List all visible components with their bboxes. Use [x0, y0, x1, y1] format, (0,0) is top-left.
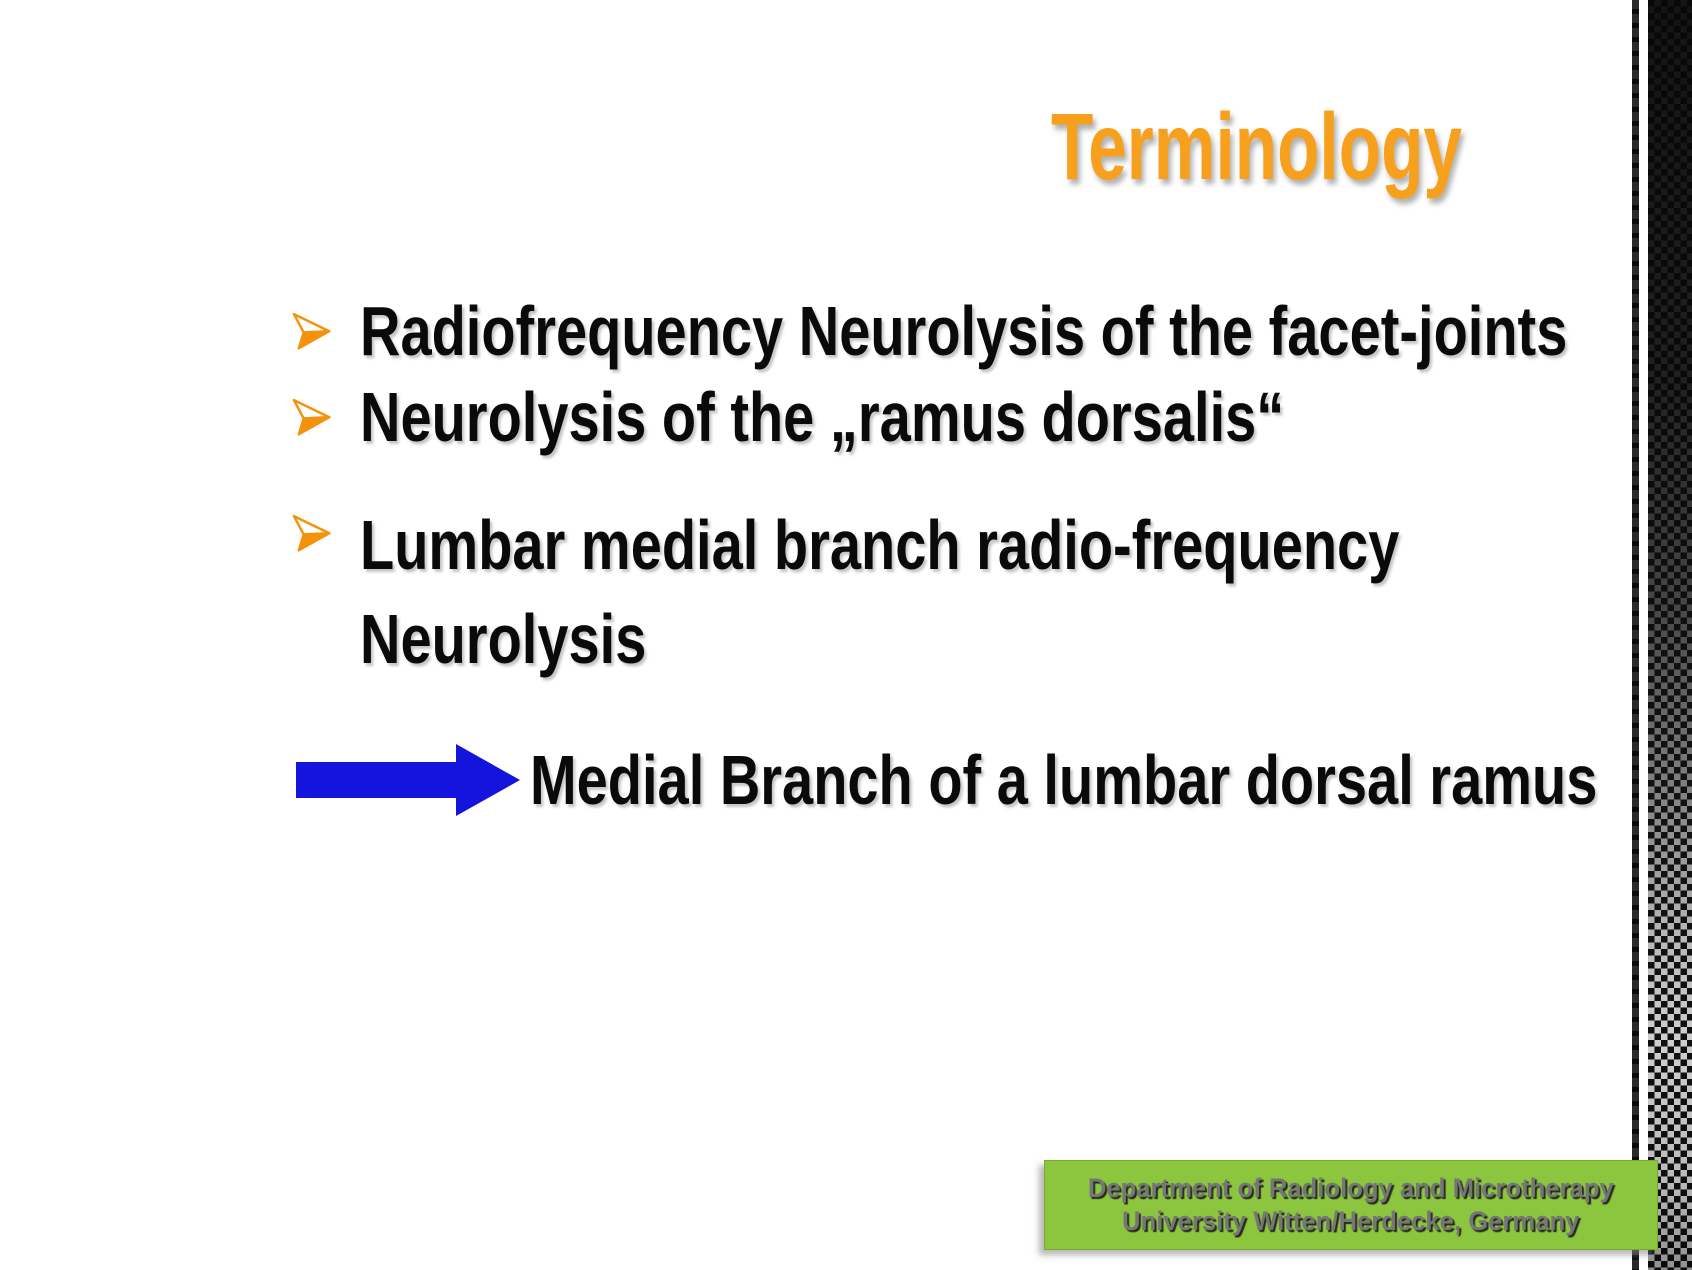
- footer-credit-box: [1044, 1160, 1658, 1250]
- bullet-text-3-line-2: Neurolysis: [360, 600, 647, 678]
- arrowhead-bullet-icon: [288, 510, 334, 554]
- arrowhead-bullet-icon: [288, 308, 334, 352]
- list-item-3: [288, 498, 1659, 686]
- page-title: [899, 94, 1462, 200]
- right-arrow-icon: [296, 742, 520, 818]
- footer-line-2: University Witten/Herdecke, Germany: [1122, 1206, 1580, 1236]
- list-item-1: [288, 292, 1692, 370]
- bullet-text-2: Neurolysis of the „ramus dorsalis“: [360, 378, 1285, 456]
- list-item-2: [288, 378, 1515, 456]
- page-title-text: Terminology: [1051, 94, 1462, 200]
- footer-line-1: Department of Radiology and Microtherapy: [1088, 1173, 1614, 1203]
- arrow-note-text: Medial Branch of a lumbar dorsal ramus: [530, 741, 1598, 819]
- conclusion-row: [296, 742, 1692, 818]
- arrowhead-bullet-icon: [288, 394, 334, 438]
- bullet-text-1: Radiofrequency Neurolysis of the facet-joints: [360, 292, 1568, 370]
- bullet-text-3-line-1: Lumbar medial branch radio-frequency: [360, 506, 1400, 584]
